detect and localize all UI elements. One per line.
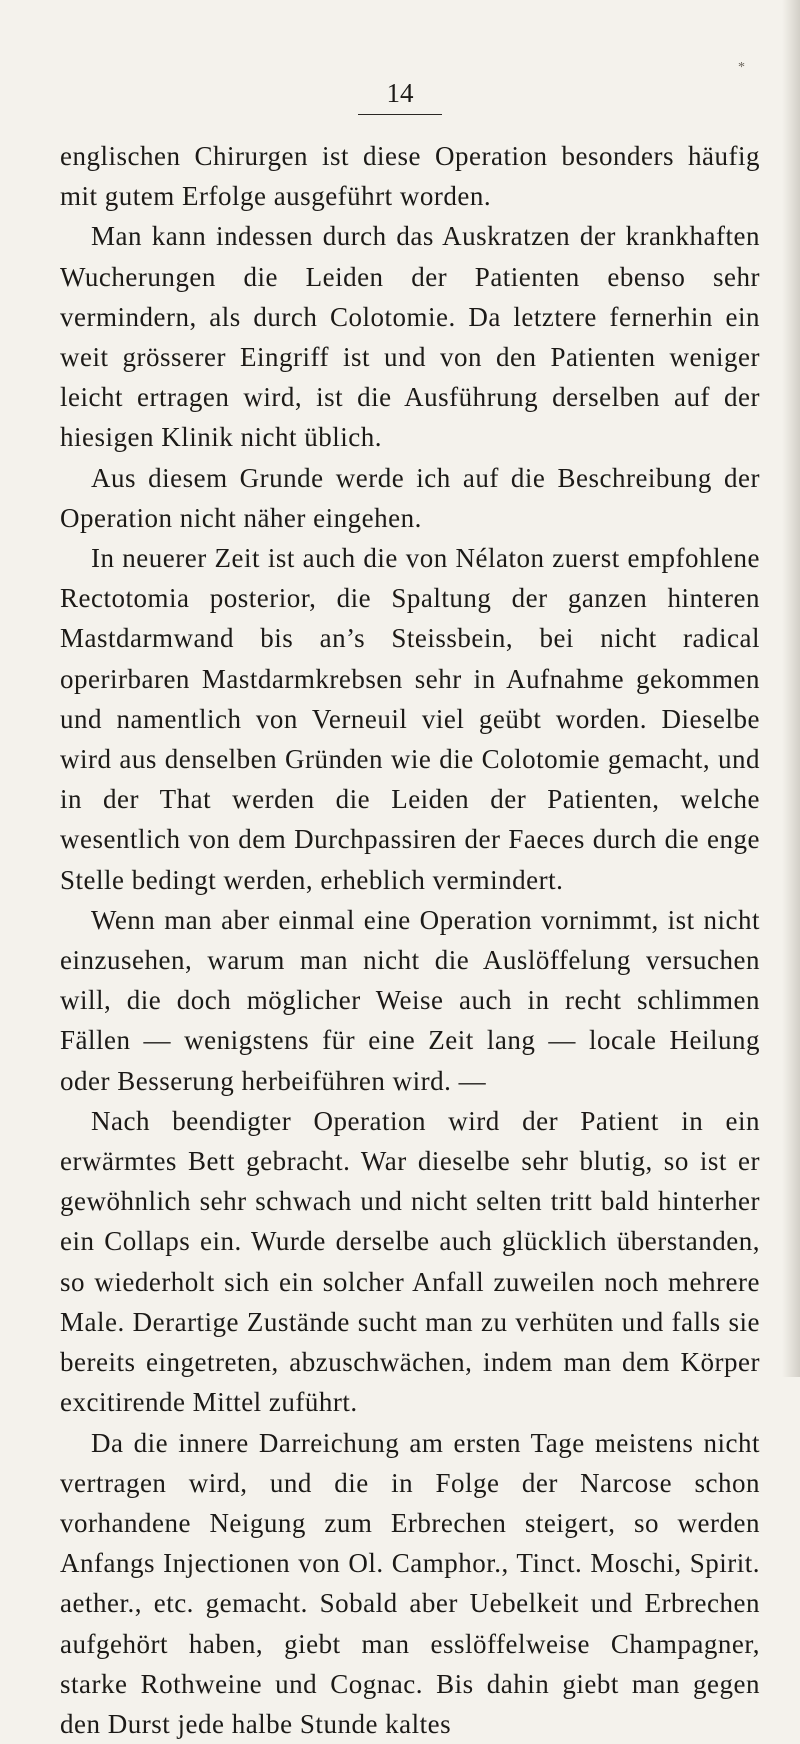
paragraph: Da die innere Darreichung am ersten Tage meistens nicht vertragen wird, und die in Folge der Narcose schon vorhandene Neigung zum Erbrechen steigert, so werden Anfangs Injectionen von Ol. Camphor., Tinct. Moschi, Spirit. aether., etc. gemacht. Sobald aber Uebelkeit und Erbrechen aufgehört haben, giebt man esslöffelweise Champagner, starke Rothweine und Cognac. Bis dahin giebt man gegen den Durst jede halbe Stunde kaltes <box>60 1423 760 1744</box>
header-rule <box>358 114 442 115</box>
page-edge-shadow <box>782 0 800 1377</box>
body-text <box>60 136 760 1744</box>
paragraph: Man kann indessen durch das Auskratzen der krankhaften Wucherungen die Leiden der Patienten ebenso sehr vermindern, als durch Colotomie. Da letztere fernerhin ein weit grösserer Eingriff ist und von den Patienten weniger leicht ertragen wird, ist die Ausführung derselben auf der hiesigen Klinik nicht üblich. <box>60 216 760 457</box>
page-number: 14 <box>0 78 800 108</box>
paragraph: Aus diesem Grunde werde ich auf die Beschreibung der Operation nicht näher eingehen. <box>60 458 760 538</box>
paragraph: In neuerer Zeit ist auch die von Nélaton zuerst empfohlene Rectotomia posterior, die Spaltung der ganzen hinteren Mastdarmwand bis an’s Steissbein, bei nicht radical operirbaren Mastdarmkrebsen sehr in Aufnahme gekommen und namentlich von Verneuil viel geübt worden. Dieselbe wird aus denselben Gründen wie die Colotomie gemacht, und in der That werden die Leiden der Patienten, welche wesentlich von dem Durchpassiren der Faeces durch die enge Stelle bedingt werden, erheblich vermindert. <box>60 538 760 900</box>
paragraph: Nach beendigter Operation wird der Patient in ein erwärmtes Bett gebracht. War dieselbe sehr blutig, so ist er gewöhnlich sehr schwach und nicht selten tritt bald hinterher ein Collaps ein. Wurde derselbe auch glücklich überstanden, so wiederholt sich ein solcher Anfall zuweilen noch mehrere Male. Derartige Zustände sucht man zu verhüten und falls sie bereits eingetreten, abzuschwächen, indem man dem Körper excitirende Mittel zuführt. <box>60 1101 760 1423</box>
margin-mark: * <box>738 60 745 76</box>
paragraph: Wenn man aber einmal eine Operation vornimmt, ist nicht einzusehen, warum man nicht die Auslöffelung versuchen will, die doch möglicher Weise auch in recht schlimmen Fällen — wenigstens für eine Zeit lang — locale Heilung oder Besserung herbeiführen wird. — <box>60 900 760 1101</box>
paragraph-continued: englischen Chirurgen ist diese Operation besonders häufig mit gutem Erfolge ausgeführt worden. <box>60 136 760 216</box>
